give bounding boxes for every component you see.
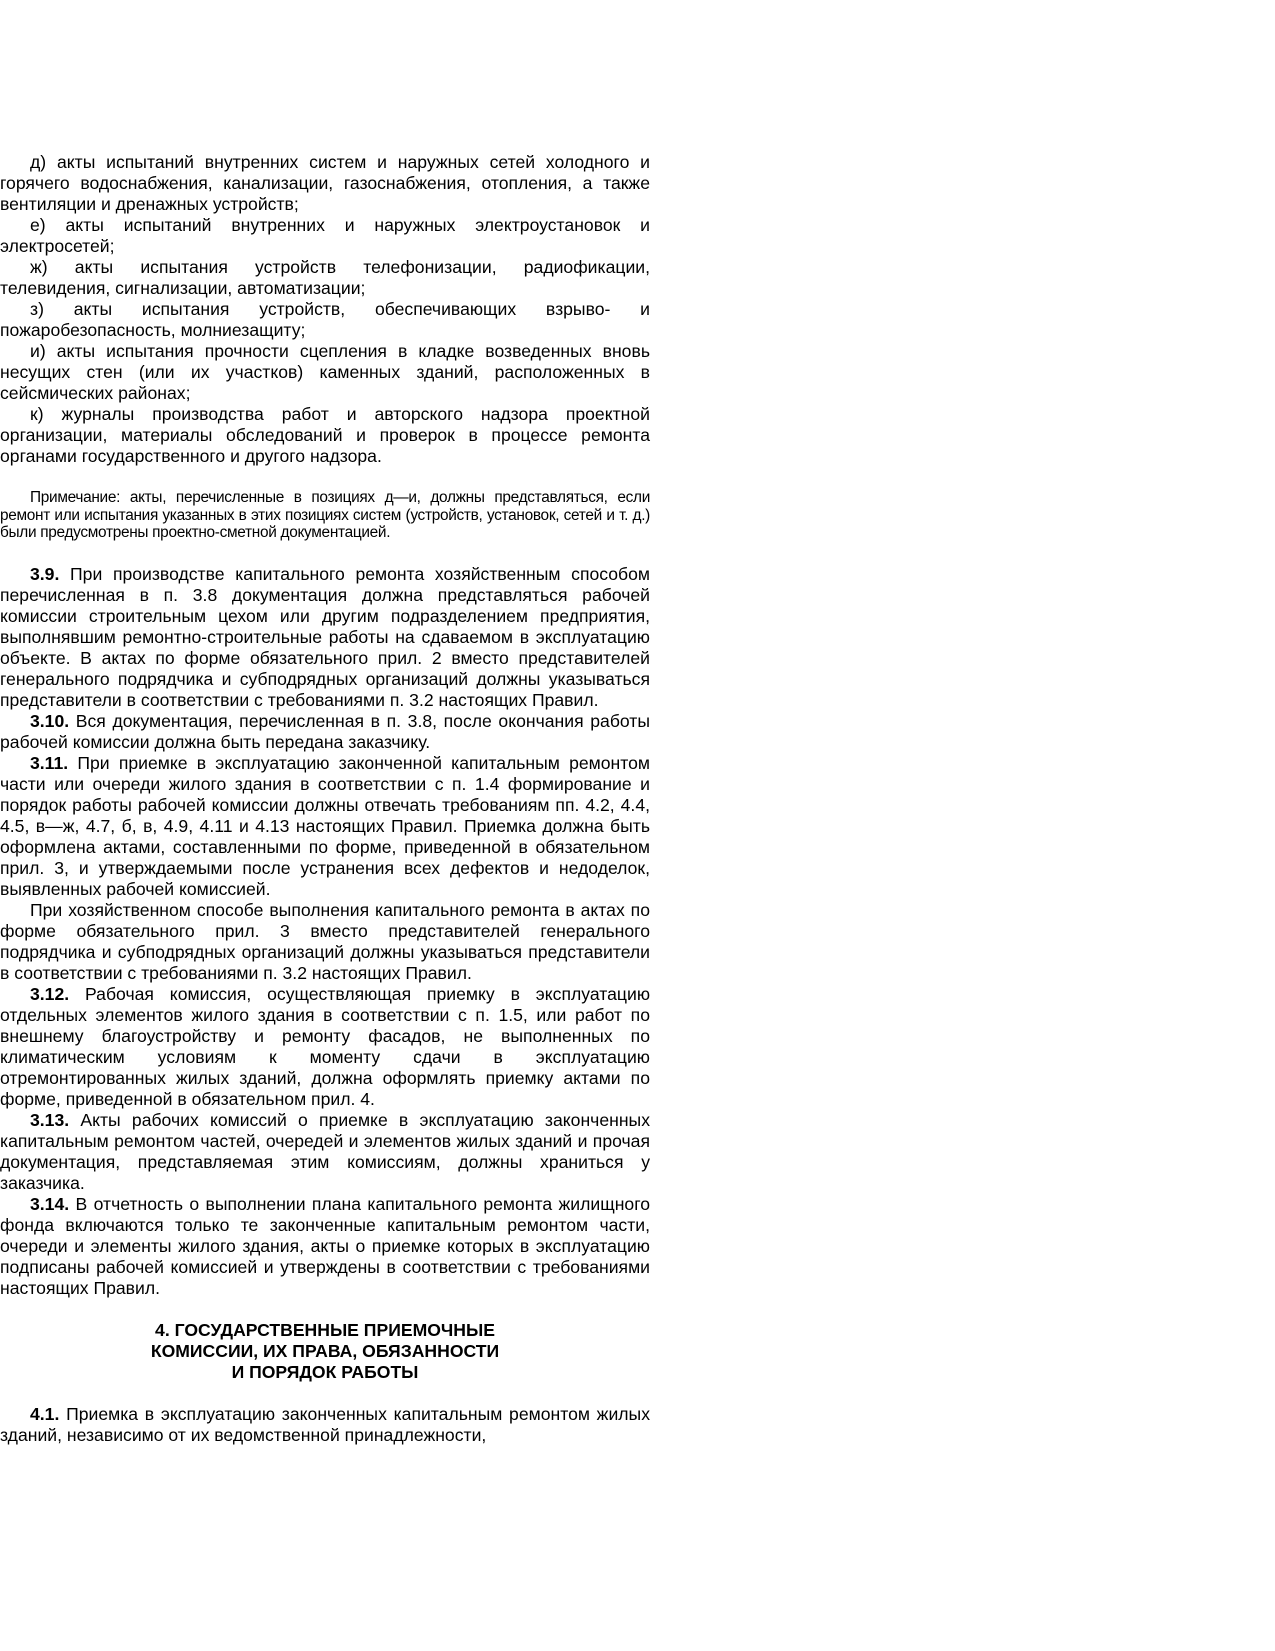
clause-number: 3.12. [30,983,70,1004]
note-paragraph: Примечание: акты, перечисленные в позициях д—и, должны представляться, если ремонт или испытания указанных в этих позициях систем (устройств, установок, сетей и т. д.) были предусмотрены проектно-сметной документацией. [0,489,650,541]
list-item-zh: ж) акты испытания устройств телефонизации, радиофикации, телевидения, сигнализации, автоматизации; [0,257,650,298]
spacer [0,1383,650,1404]
heading-line: КОМИССИИ, ИХ ПРАВА, ОБЯЗАННОСТИ [150,1340,500,1361]
clause-number: 3.13. [30,1109,70,1130]
list-item-d: д) акты испытаний внутренних систем и наружных сетей холодного и горячего водоснабжения, канализации, газоснабжения, отопления, а также вентиляции и дренажных устройств; [0,152,650,214]
document-page [0,152,650,1446]
clause-3-11-continued: При хозяйственном способе выполнения капитального ремонта в актах по форме обязательного прил. 3 вместо представителей генерального подрядчика и субподрядных организаций должны указываться представители в соответствии с требованиями п. 3.2 настоящих Правил. [0,899,650,983]
section-4-heading [0,1320,650,1383]
clause-number: 4.1. [30,1403,60,1424]
clause-number: 3.11. [30,752,69,773]
clause-number: 3.14. [30,1193,70,1214]
clause-3-11: 3.11. При приемке в эксплуатацию законченной капитальным ремонтом части или очереди жилого здания в соответствии с п. 1.4 формирование и порядок работы рабочей комиссии должны отвечать требованиям пп. 4.2, 4.4, 4.5, в—ж, 4.7, б, в, 4.9, 4.11 и 4.13 настоящих Правил. Приемка должна быть оформлена актами, составленными по форме, приведенной в обязательном прил. 3, и утверждаемыми после устранения всех дефектов и недоделок, выявленных рабочей комиссией. [0,752,650,899]
clause-number: 3.9. [30,563,60,584]
spacer [0,542,650,564]
list-item-k: к) журналы производства работ и авторского надзора проектной организации, материалы обследований и проверок в процессе ремонта органами государственного и другого надзора. [0,404,650,466]
heading-line: 4. ГОСУДАРСТВЕННЫЕ ПРИЕМОЧНЫЕ [155,1319,495,1340]
clause-3-9: 3.9. При производстве капитального ремонта хозяйственным способом перечисленная в п. 3.8 документация должна представляться рабочей комиссии строительным цехом или другим подразделением предприятия, выполнявшим ремонтно-строительные работы на сдаваемом в эксплуатацию объекте. В актах по форме обязательного прил. 2 вместо представителей генерального подрядчика и субподрядных организаций должны указываться представители в соответствии с требованиями п. 3.2 настоящих Правил. [0,563,651,710]
clause-3-12: 3.12. Рабочая комиссия, осуществляющая приемку в эксплуатацию отдельных элементов жилого здания в соответствии с п. 1.5, или работ по внешнему благоустройству и ремонту фасадов, не выполненных по климатическим условиям к моменту сдачи в эксплуатацию отремонтированных жилых зданий, должна оформлять приемку актами по форме, приведенной в обязательном прил. 4. [0,983,651,1109]
list-item-i: и) акты испытания прочности сцепления в кладке возведенных вновь несущих стен (или их участков) каменных зданий, расположенных в сейсмических районах; [0,341,650,403]
heading-line: И ПОРЯДОК РАБОТЫ [231,1361,419,1382]
clause-4-1: 4.1. Приемка в эксплуатацию законченных капитальным ремонтом жилых зданий, независимо от их ведомственной принадлежности, [0,1403,650,1445]
list-item-e: е) акты испытаний внутренних и наружных электроустановок и электросетей; [0,215,650,256]
clause-3-14: 3.14. В отчетность о выполнении плана капитального ремонта жилищного фонда включаются только те законченные капитальным ремонтом части, очереди и элементы жилого здания, акты о приемке которых в эксплуатацию подписаны рабочей комиссией и утверждены в соответствии с требованиями настоящих Правил. [0,1193,651,1298]
list-item-z: з) акты испытания устройств, обеспечивающих взрыво- и пожаробезопасность, молниезащиту; [0,299,650,340]
clause-3-10: 3.10. Вся документация, перечисленная в п. 3.8, после окончания работы рабочей комиссии должна быть передана заказчику. [0,710,650,752]
clause-3-13: 3.13. Акты рабочих комиссий о приемке в эксплуатацию законченных капитальным ремонтом частей, очередей и элементов жилых зданий и прочая документация, представляемая этим комиссиям, должны храниться у заказчика. [0,1109,650,1193]
clause-number: 3.10. [30,710,70,731]
